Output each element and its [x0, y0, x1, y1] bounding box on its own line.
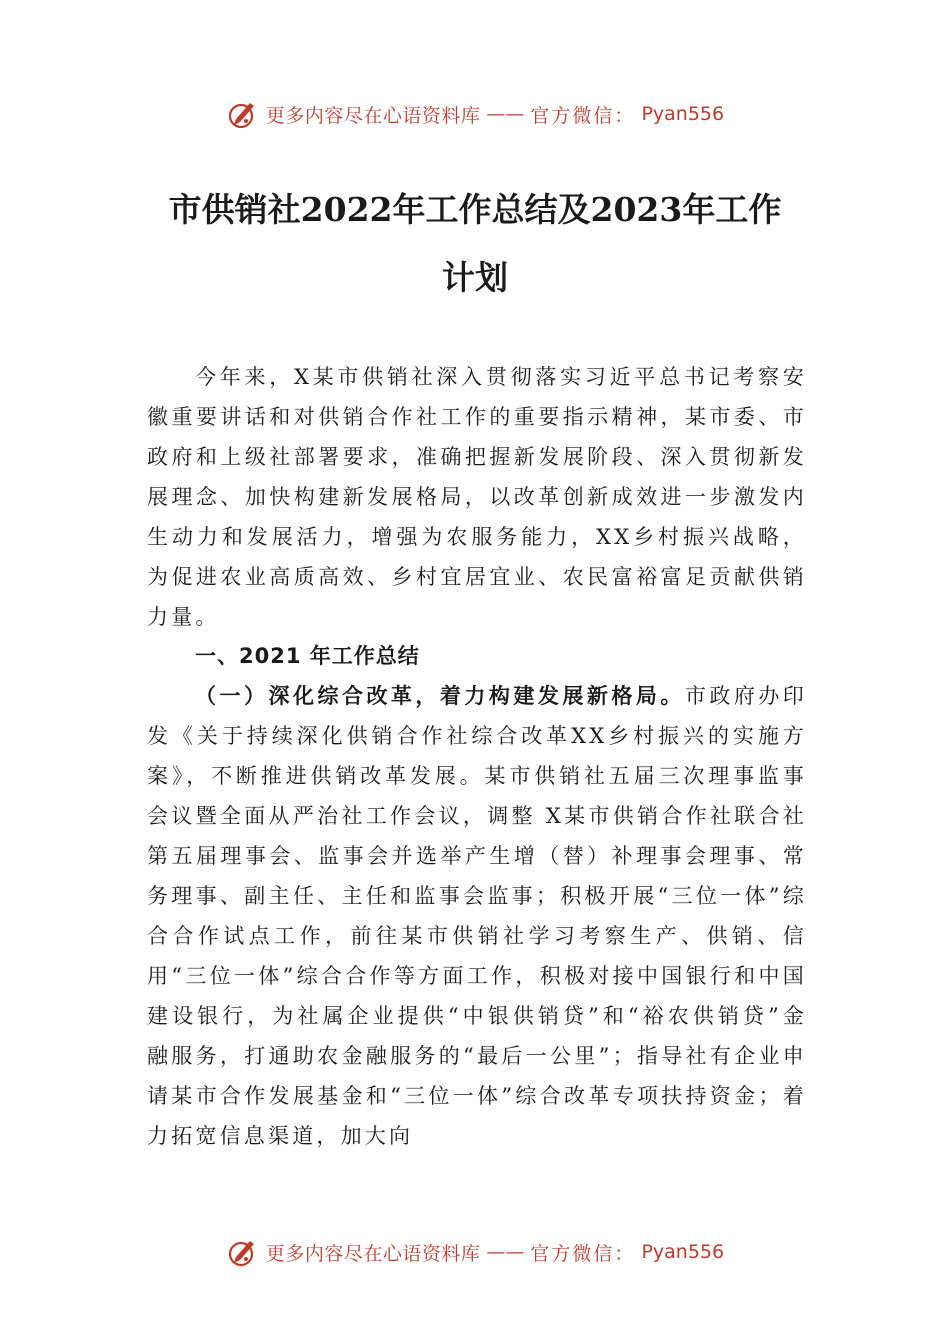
document-title-line2: 计划: [442, 258, 508, 297]
watermark-wechat-id: Pyan556: [641, 103, 725, 125]
section-heading: 一、2021 年工作总结: [195, 644, 420, 668]
watermark-wechat-label: 官方微信：: [530, 104, 636, 127]
subsection-body: 市政府办印发《关于持续深化供销合作社综合改革XX乡村振兴的实施方案》，不断推进供销改革发展。某市供销社五届三次理事监事会议暨全面从严治社工作会议，调整 X某市供销合作社联合社第五届理事会、监事会并选举产生增（替）补理事会理事、常务理事、副主任、主任和监事会监事；积极开展“三位一体”综合合作试点工作，前往某市供销社学习考察生产、供销、信用“三位一体”综合合作等方面工作，积极对接中国银行和中国建设银行，为社属企业提供“中银供销贷”和“裕农供销贷”金融服务，打通助农金融服务的“最后一公里”；指导社有企业申请某市合作发展基金和“三位一体”综合改革专项扶持资金；着力拓宽信息渠道，加大向: [147, 684, 808, 1148]
watermark-text: 更多内容尽在心语资料库: [265, 1242, 481, 1265]
pen-logo-icon: [226, 97, 260, 131]
pen-logo-icon: [226, 1235, 260, 1269]
watermark-separator: ——: [486, 103, 525, 125]
watermark-wechat-label: 官方微信：: [530, 1242, 636, 1265]
document-title-line1: 市供销社2022年工作总结及2023年工作: [168, 190, 782, 229]
watermark-wechat-id: Pyan556: [641, 1241, 725, 1263]
watermark-footer: [0, 1232, 950, 1272]
subsection-paragraph: [147, 676, 807, 1156]
subsection-heading: （一）深化综合改革，着力构建发展新格局。: [195, 683, 685, 708]
watermark-text: 更多内容尽在心语资料库: [265, 104, 481, 127]
watermark-separator: ——: [486, 1241, 525, 1263]
watermark-header: [0, 94, 950, 134]
intro-paragraph: 今年来，X某市供销社深入贯彻落实习近平总书记考察安徽重要讲话和对供销合作社工作的重要指示精神，某市委、市政府和上级社部署要求，准确把握新发展阶段、深入贯彻新发展理念、加快构建新发展格局，以改革创新成效进一步激发内生动力和发展活力，增强为农服务能力，XX乡村振兴战略，为促进农业高质高效、乡村宜居宜业、农民富裕富足贡献供销力量。: [147, 365, 807, 629]
